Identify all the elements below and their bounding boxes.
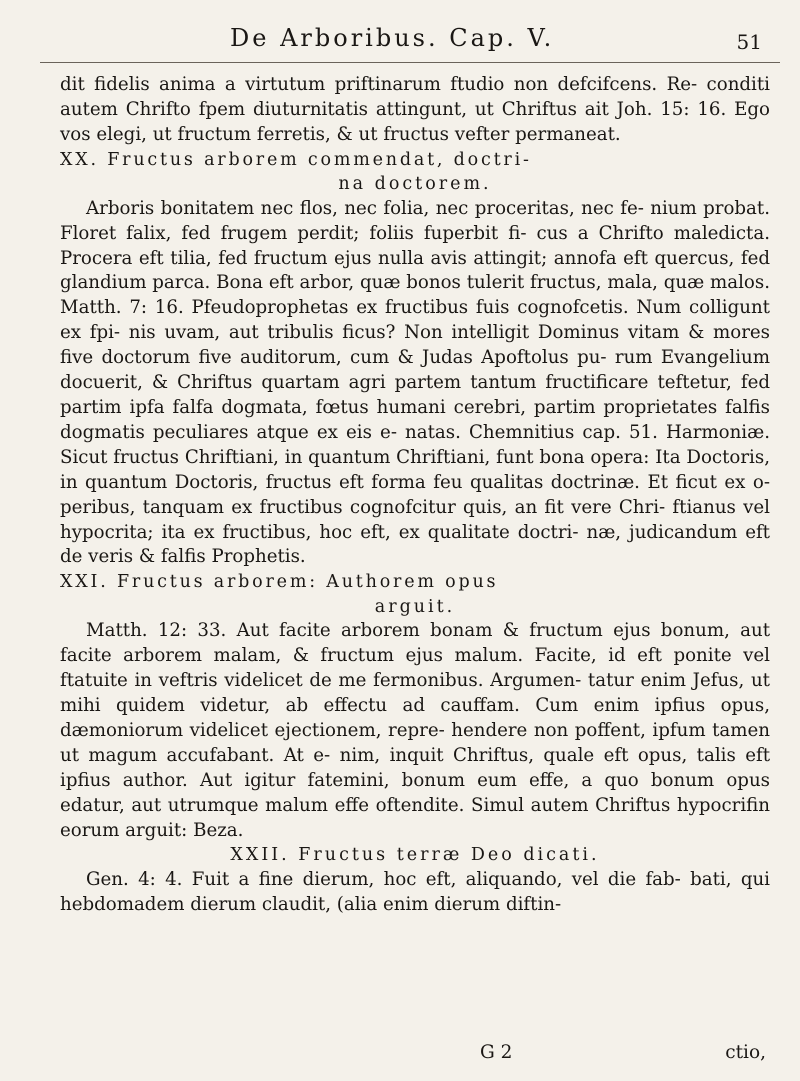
catchword: ctio, [725, 1042, 766, 1063]
section-20-paragraph: Arboris bonitatem nec flos, nec folia, nec proceritas, nec fe- nium probat. Floret falix, fed frugem perdit; foliis fuperbit fi- cus a Chrifto maledicta. Procera eft tilia, fed fructum ejus nulla avis attingit; annofa eft quercus, fed glandium parca. Bona eft arbor, quæ bonos tulerit fructus, mala, quæ malos. Matth. 7: 16. Pfeudoprophetas ex fructibus fuis cognofcetis. Num colligunt ex fpi- nis uvam, aut tribulis ficus? Non intelligit Dominus vitam & mores five doctorum five auditorum, cum & Judas Apoftolus pu- rum Evangelium docuerit, & Chriftus quartam agri partem tantum fructificare teftetur, fed partim ipfa falfa dogmata, fœtus humani cerebri, partim proprietates falfis dogmatis peculiares atque ex eis e- natas. Chemnitius cap. 51. Harmoniæ. Sicut fructus Chriftiani, in quantum Chriftiani, funt bona opera: Ita Doctoris, in quantum Doctoris, fructus eft forma feu qualitas doctrinæ. Et ficut ex o- peribus, tanquam ex fructibus cognofcitur quis, an fit vere Chri- ftianus vel hypocrita; ita ex fructibus, hoc eft, ex qualitate doctri- næ, judicandum eft de veris & falfis Prophetis. [60, 197, 770, 568]
paragraph-1: dit fidelis anima a virtutum priftinarum ftudio non defcifcens. Re- conditi autem Chrifto fpem diuturnitatis attingunt, ut Chriftus ait Joh. 15: 16. Ego vos elegi, ut fructum ferretis, & ut fructus vefter permaneat. [60, 74, 770, 145]
section-22-body [60, 868, 770, 918]
running-head [60, 20, 770, 62]
section-21-heading-line-1: XXI. Fructus arborem: Authorem opus [60, 572, 499, 593]
paragraph-continuation [60, 73, 770, 148]
signature-mark: G 2 [480, 1042, 513, 1063]
section-20-heading-line-1: XX. Fructus arborem commendat, doctri- [60, 149, 532, 170]
section-20-heading [60, 148, 770, 197]
section-22-heading [60, 843, 770, 868]
section-21-paragraph: Matth. 12: 33. Aut facite arborem bonam & fructum ejus bonum, aut facite arborem malam, & fructum ejus malum. Facite, id eft ponite vel ftatuite in veftris videlicet de me fermonibus. Argumen- tatur enim Jefus, ut mihi quidem videtur, ab effectu ad cauffam. Cum enim ipfius opus, dæmoniorum videlicet ejectionem, repre- hendere non poffent, ipfum tamen ut magum accufabant. At e- nim, inquit Chriftus, quale eft opus, talis eft ipfius author. Aut igitur fatemini, bonum eum effe, a quo bonum opus edatur, aut utrumque malum effe oftendite. Simul autem Chriftus hypocrifin eorum arguit: Beza. [60, 620, 770, 841]
section-20-body [60, 197, 770, 571]
section-22-heading-line-1: XXII. Fructus terræ Deo dicati. [230, 845, 600, 866]
page-number: 51 [736, 30, 762, 54]
section-21-heading [60, 570, 770, 619]
page-footer [60, 1042, 770, 1072]
running-head-title: De Arboribus. Cap. V. [230, 24, 555, 52]
section-21-body [60, 619, 770, 843]
section-21-heading-line-2: arguit. [374, 596, 456, 617]
section-20-heading-line-2: na doctorem. [338, 174, 492, 195]
section-22-paragraph: Gen. 4: 4. Fuit a fine dierum, hoc eft, aliquando, vel die fab- bati, qui hebdomadem dierum claudit, (alia enim dierum diftin- [60, 868, 770, 915]
header-rule [40, 62, 780, 63]
